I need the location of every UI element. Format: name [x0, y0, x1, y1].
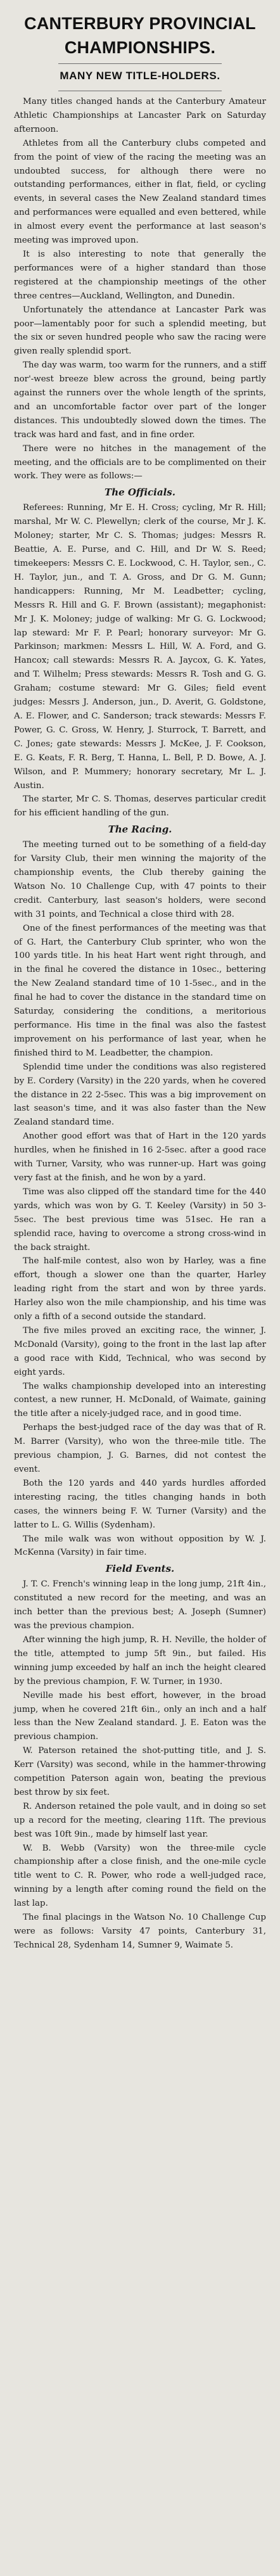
racing-paragraph: The half-mile contest, also won by Harley, was a fine effort, though a slower one than the quarter, Harley leading right from the start and won by three yards. Harley also won the mile championship, and his time was only a fifth of a second outside the standard.	[14, 1256, 266, 1322]
racing-paragraph: The five miles proved an exciting race, the winner, J. McDonald (Varsity), going to the front in the last lap after a good race with Kidd, Technical, who was second by eight yards.	[14, 1325, 266, 1377]
officials-section	[14, 501, 266, 820]
headline-divider	[58, 63, 222, 64]
intro-paragraph: Many titles changed hands at the Canterbury Amateur Athletic Championships at Lancaster Park on Saturday afternoon.	[14, 97, 266, 134]
intro-paragraph: It is also interesting to note that generally the performances were of a higher standard than those registered at the championship meetings of the other three centres—Auckland, Wellington, and Dunedin.	[14, 249, 266, 301]
field-paragraph: After winning the high jump, R. H. Neville, the holder of the title, attempted to jump 5ft 9in., but failed. His winning jump exceeded by half an inch the height cleared by the previous champion, F. W. Turner, in 1930.	[14, 1635, 266, 1687]
racing-paragraph: Time was also clipped off the standard time for the 440 yards, which was won by G. T. Keeley (Varsity) in 50 3-5sec. The best previous time was 51sec. He ran a splendid race, having to overcome a strong cross-wind in the back straight.	[14, 1187, 266, 1253]
racing-section	[14, 838, 266, 1560]
racing-paragraph: Perhaps the best-judged race of the day was that of R. M. Barrer (Varsity), who won the three-mile title. The previous champion, J. G. Barnes, did not contest the event.	[14, 1423, 266, 1474]
racing-paragraph: Splendid time under the conditions was also registered by E. Cordery (Varsity) in the 220 yards, when he covered the distance in 22 2-5sec. This was a big improvement on last season's time, and it was also faster than the New Zealand standard time.	[14, 1062, 266, 1128]
field-events-section	[14, 1578, 266, 1952]
racing-paragraph: The meeting turned out to be something of a field-day for Varsity Club, their men winning the majority of the championship events, the Club thereby gaining the Watson No. 10 Challenge Cup, with 47 points to their credit. Canterbury, last season's holders, were second with 31 points, and Technical a close third with 28.	[14, 840, 266, 919]
racing-paragraph: Another good effort was that of Hart in the 120 yards hurdles, when he finished in 16 2-5sec. after a good race with Turner, Varsity, who was runner-up. Hart was going very fast at the finish, and he won by a yard.	[14, 1132, 266, 1183]
racing-paragraph: The walks championship developed into an interesting contest, a new runner, H. McDonald, of Waimate, gaining the title after a nicely-judged race, and in good time.	[14, 1381, 266, 1419]
racing-paragraph: The mile walk was won without opposition by W. J. McKenna (Varsity) in fair time.	[14, 1534, 266, 1558]
racing-paragraph: One of the finest performances of the meeting was that of G. Hart, the Canterbury Club sprinter, who won the 100 yards title. In his heat Hart went right through, and in the final he covered the distance in 10sec., bettering the New Zealand standard time of 10 1-5sec., and in the final he had to cover the distance in the standard time on Saturday, considering the conditions, a meritorious performance. His time in the final was also the fastest improvement on his performance of last year, when he finished third to M. Leadbetter, the champion.	[14, 923, 266, 1058]
headline: CANTERBURY PROVINCIAL CHAMPIONSHIPS.	[24, 14, 256, 57]
officials-paragraph: The starter, Mr C. S. Thomas, deserves particular credit for his efficient handling of the gun.	[14, 794, 266, 819]
intro-section	[14, 95, 266, 483]
field-paragraph: W. B. Webb (Varsity) won the three-mile cycle championship after a close finish, and the one-mile cycle title went to C. R. Power, who rode a well-judged race, winning by a length after coming round the field on the last lap.	[14, 1843, 266, 1909]
intro-paragraph: The day was warm, too warm for the runners, and a stiff nor'-west breeze blew across the ground, being partly against the runners over the whole length of the sprints, and an uncomfortable factor over part of the longer distances. This undoubtedly slowed down the times. The track was hard and fast, and in fine order.	[14, 360, 266, 440]
officials-heading: The Officials.	[105, 487, 175, 499]
intro-paragraph: Athletes from all the Canterbury clubs competed and from the point of view of the racing the meeting was an undoubted success, for although there were no outstanding performances, either in flat, field, or cycling events, in several cases the New Zealand standard times and performances were equalled and even bettered, while in almost every event the performance at last season's meeting was improved upon.	[14, 138, 266, 246]
racing-heading: The Racing.	[108, 824, 172, 836]
racing-paragraph: Both the 120 yards and 440 yards hurdles afforded interesting racing, the titles changing hands in both cases, the winners being F. W. Turner (Varsity) and the latter to L. G. Willis (Sydenham).	[14, 1478, 266, 1530]
subheadline: MANY NEW TITLE-HOLDERS.	[60, 70, 220, 82]
field-paragraph: J. T. C. French's winning leap in the long jump, 21ft 4in., constituted a new record for the meeting, and was an inch better than the previous best; A. Joseph (Sumner) was the previous champion.	[14, 1579, 266, 1631]
officials-paragraph: Referees: Running, Mr E. H. Cross; cycling, Mr R. Hill; marshal, Mr W. C. Plewellyn; clerk of the course, Mr J. K. Moloney; starter, Mr C. S. Thomas; judges: Messrs R. Beattie, A. E. Purse, and C. Hill, and Dr W. S. Reed; timekeepers: Messrs C. E. Lockwood, C. H. Taylor, sen., C. H. Taylor, jun., and T. A. Gross, and Dr G. M. Gunn; handicappers: Running, Mr M. Leadbetter; cycling, Messrs R. Hill and G. F. Brown (assistant); megaphonist: Mr J. K. Moloney; judge of walking: Mr G. G. Lockwood; lap steward: Mr F. P. Pearl; honorary surveyor: Mr G. Parkinson; markmen: Messrs L. Hill, W. A. Ford, and G. Hancox; call stewards: Messrs R. A. Jaycox, G. K. Yates, and T. Wilhelm; Press stewards: Messrs R. Tosh and G. G. Graham; costume steward: Mr G. Giles; field event judges: Messrs J. Anderson, jun., D. Averit, G. Goldstone, A. E. Flower, and C. Sanderson; track stewards: Messrs F. Power, G. C. Gross, W. Henry, J. Sturrock, T. Barrett, and C. Jones; gate stewards: Messrs J. McKee, J. F. Cookson, E. G. Keats, F. R. Berg, T. Hanna, L. Bell, P. D. Bowe, A. J. Wilson, and P. Mummery; honorary secretary, Mr L. J. Austin.	[14, 503, 266, 791]
field-paragraph: R. Anderson retained the pole vault, and in doing so set up a record for the meeting, clearing 11ft. The previous best was 10ft 9in., made by himself last year.	[14, 1801, 266, 1839]
intro-paragraph: Unfortunately the attendance at Lancaster Park was poor—lamentably poor for such a splendid meeting, but the six or seven hundred people who saw the racing were given really splendid sport.	[14, 305, 266, 357]
field-paragraph: W. Paterson retained the shot-putting title, and J. S. Kerr (Varsity) was second, while in the hammer-throwing competition Paterson again won, beating the previous best throw by six feet.	[14, 1746, 266, 1797]
field-paragraph: The final placings in the Watson No. 10 Challenge Cup were as follows: Varsity 47 points, Canterbury 31, Technical 28, Sydenham 14, Sumner 9, Waimate 5.	[14, 1913, 266, 1950]
intro-paragraph: There were no hitches in the management of the meeting, and the officials are to be complimented on their work. They were as follows:—	[14, 443, 266, 481]
field-events-heading: Field Events.	[105, 1563, 175, 1575]
field-paragraph: Neville made his best effort, however, in the broad jump, when he covered 21ft 6in., only an inch and a half less than the New Zealand standard. J. E. Eaton was the previous champion.	[14, 1690, 266, 1742]
